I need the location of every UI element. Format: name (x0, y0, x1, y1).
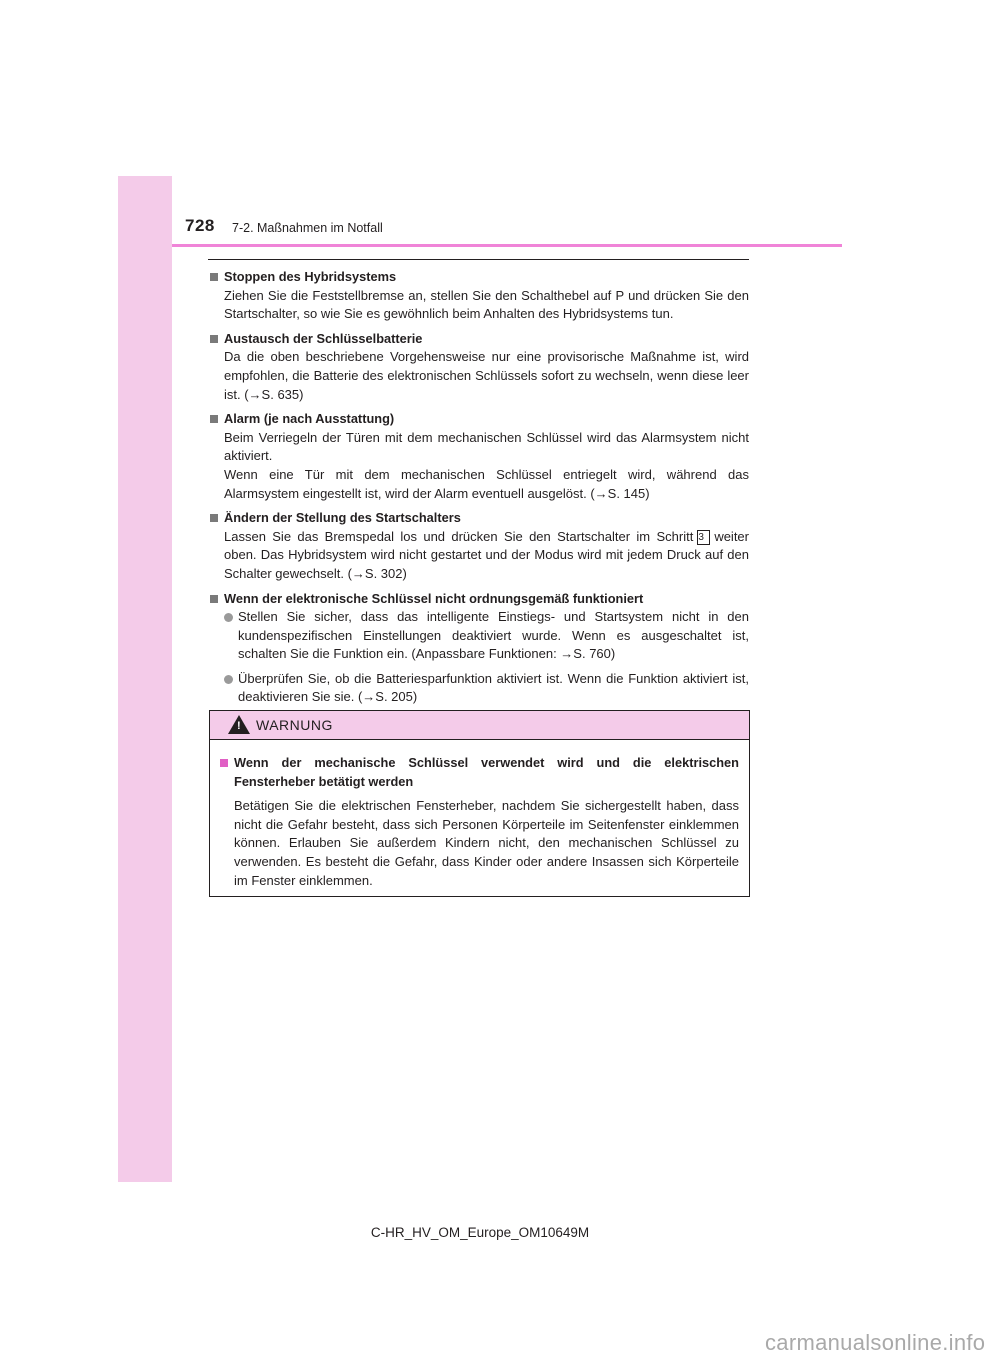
square-bullet-icon (210, 273, 218, 281)
content-top-rule (208, 259, 749, 260)
item-text: Ziehen Sie die Feststellbremse an, stellen Sie den Schalthebel auf P und drücken Sie den Startschalter, so wie Sie es gewöhnlich beim Anhalten des Hybridsystems tun. (224, 287, 749, 322)
page-number: 728 (185, 216, 215, 235)
item-title: Alarm (je nach Ausstattung) (224, 411, 395, 427)
warning-header (210, 711, 749, 740)
warning-text: Betätigen Sie die elektrischen Fensterheber, nachdem Sie sichergestellt haben, dass nicht die Gefahr besteht, dass sich Personen Körperteile im Seitenfenster einklemmen können. Erlauben Sie außerdem Kindern nicht, den mechanischen Schlüssel zu verwenden. Es besteht die Gefahr, dass Kinder oder andere Insassen sich Körperteile im Fenster einklemmen. (234, 798, 739, 888)
item-title: Wenn der elektronische Schlüssel nicht ordnungsgemäß funktioniert (224, 590, 644, 606)
item-text: Wenn eine Tür mit dem mechanischen Schlüssel entriegelt wird, während das Alarmsystem eingestellt ist, wird der Alarm eventuell ausgelöst. (→S. 145) (224, 466, 749, 501)
warning-title: WARNUNG (256, 717, 333, 733)
step-reference: 3 (697, 530, 710, 545)
item-text: Da die oben beschriebene Vorgehensweise nur eine provisorische Maßnahme ist, wird empfohlen, die Batterie des elektronischen Schlüssels sofort zu wechseln, wenn diese leer ist. (→S. 635) (224, 349, 749, 402)
square-bullet-icon (210, 335, 218, 343)
item-key-battery (208, 330, 749, 404)
bullet-text: Stellen Sie sicher, dass das intelligente Einstiegs- und Startsystem nicht in den kundenspezifischen Einstellungen deaktiviert wurde. Wenn es ausgeschaltet ist, schalten Sie die Funktion ein. (Anpassbare Funktionen: →S. 760) (238, 609, 749, 662)
list-item (208, 608, 749, 664)
square-bullet-icon (210, 514, 218, 522)
square-bullet-icon (210, 595, 218, 603)
item-title: Austausch der Schlüsselbatterie (224, 330, 423, 346)
item-text: Beim Verriegeln der Türen mit dem mechanischen Schlüssel wird das Alarmsystem nicht aktiviert. (224, 429, 749, 464)
section-title: 7-2. Maßnahmen im Notfall (232, 221, 383, 235)
watermark: carmanualsonline.info (765, 1330, 985, 1355)
item-alarm (208, 410, 749, 503)
bullet-text: Überprüfen Sie, ob die Batteriesparfunktion aktiviert ist. Wenn die Funktion aktiviert ist, deaktivieren Sie sie. (→S. 205) (238, 670, 749, 705)
warning-subtitle: Wenn der mechanische Schlüssel verwendet wird und die elektrischen Fensterheber betätigt werden (234, 755, 739, 789)
round-bullet-icon (224, 675, 233, 684)
warning-box (209, 710, 750, 897)
item-text: weiter oben. Das Hybridsystem wird nicht gestartet und der Modus wird mit jedem Druck auf den Schalter gewechselt. (→S. 302) (224, 528, 749, 581)
square-bullet-icon (220, 759, 228, 767)
item-title: Ändern der Stellung des Startschalters (224, 510, 461, 526)
item-title: Stoppen des Hybridsystems (224, 269, 397, 284)
round-bullet-icon (224, 613, 233, 622)
item-start-switch-position (208, 509, 749, 583)
item-stop-hybrid-system (208, 268, 749, 324)
document-footer: C-HR_HV_OM_Europe_OM10649M (370, 1225, 590, 1240)
item-key-malfunction (208, 590, 749, 708)
chapter-sidebar-tab (118, 176, 172, 1182)
list-item (208, 670, 749, 707)
square-bullet-icon (210, 415, 218, 423)
header-divider (172, 244, 842, 247)
content-body (208, 268, 749, 713)
warning-triangle-icon: ! (228, 715, 250, 734)
item-text: Lassen Sie das Bremspedal los und drücken Sie den Startschalter im Schritt (224, 528, 694, 544)
